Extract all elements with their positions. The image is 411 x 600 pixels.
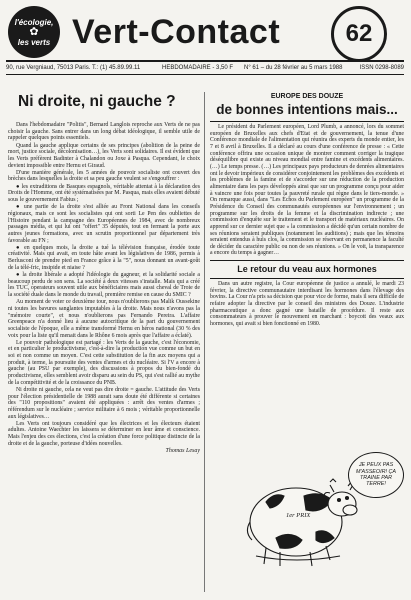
paragraph: ● la droite libérale a adopté l'idéologie du gagneur, et la solidarité sociale a beaucoup perdu de son sens. La société à deux vitesses s'installe. Mais qui a créé les TUC, operateurs souvent utile aux bénéficiaires mais aussi cheval de Troie de la société duale dans le monde du travail, première remise en cause du SMIC ? (8, 272, 200, 298)
paragraph: Quand la gauche applique certains de ses principes (abolition de la peine de mort, justice sociale, décolonisation…), les Verts sont solidaires. Il est évident que les Verts préfèrent Badinter à Chalandon ou Joxe à Pasqua. Cependant, le choix devient impossible entre Hernu et Giraud. (8, 142, 200, 169)
logo-bottom-text: les verts (17, 37, 51, 47)
article-headline: de bonnes intentions mais... (216, 102, 398, 117)
info-bar (6, 63, 404, 73)
author-signature: Thomas Lesay (165, 448, 200, 455)
paragraph: Ni droite ni gauche, cela ne veut pas dire droite = gauche. L'attitude des Verts pour l'élection présidentielle de 1988 aurait sans doute été différente si certaines des "110 propositions" avaient été appliquées : arrêt des ventes d'armes ; référendum sur le nucléaire ; service militaire à 6 mois ; véritable proportionnelle aux législatives… (8, 386, 200, 420)
paragraph: Dans l'hebdomadaire "Politis", Bernard Langlois reproche aux Verts de ne pas choisir la gauche. Sans entrer dans un long débat idéologique, il semble utile de rappeler quelques points essentiels. (8, 122, 200, 142)
paragraph: Au moment de voter ce deuxième tour, nous n'oublierons pas Malik Oussekine ni toutes les bavures sanglantes imputables à la droite. Mais nous n'avons pas la "mémoire courte", et nous n'oublierons pas Fernando Pereira. L'affaire Greenpeace n'a donné lieu à aucune autocritique de la part du gouvernement socialiste de l'époque, elle a même transformé Hernu en héros national (30 % des voix pour la liste qu'il menait dans le Rhône 6 mois après que l'affaire a éclaté). (8, 299, 200, 339)
paragraph: Dans un autre registre, la Cour européenne de justice a annulé, le mardi 23 février, la directive communautaire interdisant les hormones dans l'élevage des bovins. La Cour n'a pris sa décision que pour vice de forme, mais il sera difficile de refaire adopter la directive par le conseil des ministres des Douze. L'industrie pharmaceutique a donc gagné une bataille de procédure. Il reste aux consommateurs à prouver le mouvement en marchant : boycott des veaux aux hormones, qui avait si bien fonctionné en 1980. (210, 281, 404, 328)
paragraph: ● une partie de la droite s'est alliée au Front National dans les conseils régionaux, mais ce sont les socialistes qui ont sorti Le Pen des oubliettes de l'Histoire pendant la campagne des Européennes de 1984, avec de nombreux passages média, et qui lui ont "offert" 35 députés, tout en fermant la porte aux autres jeunes formations, avec un scrutin proportionnel par département très favorable au FN ; (8, 204, 200, 244)
paragraph: Le président du Parlement européen, Lord Plumb, a annoncé, lors du sommet européen de Bruxelles aux chefs d'Etat et de gouvernement, la tenue d'une Conférence mondiale de l'alimentation qui réunira des experts du monde entier, les 7 et 8 avril à Bruxelles. Il a déclaré au cours d'une conférence de presse : « Cette conférence offrira une occasion unique de montrer comment corriger la tragique déséquilibre qui existe au niveau mondial entre famine et excédents alimentaires. (…) Le temps presse. (…) Les principaux pays producteurs de denrées alimentaires ont le devoir impérieux de considérer conjointement les problèmes des excédents et les problèmes de la famine et de s'accorder sur une réduction de la production alimentaire dans les pays développés ainsi que sur un programme conçu pour aider à vaincre une fois pour toutes la pauvreté rurale qui règne dans le tiers-monde. » On remarque aussi, dans "Les Échos du Parlement européen" un programme de la Présidence du Conseil des communautés européennes sur l'environnement ; un programme sur les droits de la femme et la discrimination indirecte ; une commission d'enquête sur le traitement et le transport de matériaux nucléaires. On apprend sur ce dernier sujet que « la commission a décidé qu'un certain nombre de ses réunions seraient publiques (notamment les auditions) ; mais que les témoins seraient entendus à huis clos, la commission se réservant en permanence la faculté de décider du caractère public ou non de ses réunions. » On le voit, la transparence a encore du temps à gagner… (210, 124, 404, 257)
speech-bubble: JE PEUX PAS M'ASSEOIR! ÇA TRAINE PAR TERRE! (348, 452, 404, 498)
article-kicker: EUROPE DES DOUZE (270, 93, 344, 100)
headline-rule (210, 121, 404, 122)
issue-number: 62 (331, 6, 387, 62)
masthead-rule (6, 60, 404, 62)
article-europe-des-douze (210, 92, 404, 328)
masthead-title: Vert-Contact (72, 13, 281, 51)
paragraph: ● les extraditions de Basques espagnols, véritable attentat à la déclaration des Droits de l'Homme, ont été systématisées par M. Pasqua, mais elles avaient débuté sous le gouvernement Fabius ; (8, 183, 200, 203)
article-body (210, 124, 404, 257)
paragraph: Les Verts ont toujours considéré que les électrices et les électeurs étaient adultes. Antoine Waechter les laissera se déterminer en leur âme et conscience. Mais l'enjeu des ces élections, c'est la création d'une force politique distincte de la droite et de la gauche, porteuse d'idées nouvelles. (8, 420, 200, 447)
frequency-price: HEBDOMADAIRE - 3,50 F (162, 65, 234, 71)
logo-top-text: l'écologie, (14, 17, 54, 27)
cow-cartoon (246, 452, 404, 570)
logo (8, 6, 60, 58)
prize-tag: 1er PRIX (286, 512, 311, 519)
info-bar-rule (6, 74, 404, 75)
sunflower-icon: ✿ (29, 25, 39, 38)
section-rule (210, 260, 404, 261)
paragraph: D'une manière générale, les 5 années de pouvoir socialiste ont couvert des brèches dans lesquelles la droite et sa peu gauche veulent se s'engouffrer : (8, 169, 200, 183)
paragraph: ● en quelques mois, la droite a tué la télévision française, érodée toute créativité. Mais qui avait, en toute hâte avant les législatives de 1986, permis à Berlusconi de prendre pied en France grâce à la "5", nous donnant un avant-goût de la télé-fric, insipide et niaise ? (8, 244, 200, 271)
edition-date: N° 61 – du 28 février au 5 mars 1988 (244, 65, 343, 71)
article-ni-droite-ni-gauche (8, 92, 200, 454)
column-divider (204, 92, 205, 592)
issn: ISSN 0298-8089 (359, 65, 404, 71)
article-body (8, 122, 200, 447)
article-headline: Ni droite, ni gauche ? (18, 93, 176, 110)
article-body-2 (210, 281, 404, 328)
address: 90, rue Vergniaud, 75013 Paris. T.: (1) 45.89.99.11 (6, 65, 141, 71)
article-headline-2: Le retour du veau aux hormones (237, 264, 377, 275)
paragraph: Le pouvoir pathologique est partagé : les Verts de la gauche, c'est l'économie, et en particulier le productivisme, c'est-à-dire la production vue comme un but en soi et non comme un moyen. C'est cette substitution de la fin aux moyens qui a produit, à terme, la poursuite des ventes d'armes et du nucléaire. Si l'V a encore à gauche (au PSU par exemple), des discussions à propos du bien-fondé du productivisme, elles semblent avoir disparu au sein du PS, qui s'est rallié au mythe de la compétitivité et de la croissance du PNB. (8, 339, 200, 386)
headline-rule (210, 278, 404, 279)
